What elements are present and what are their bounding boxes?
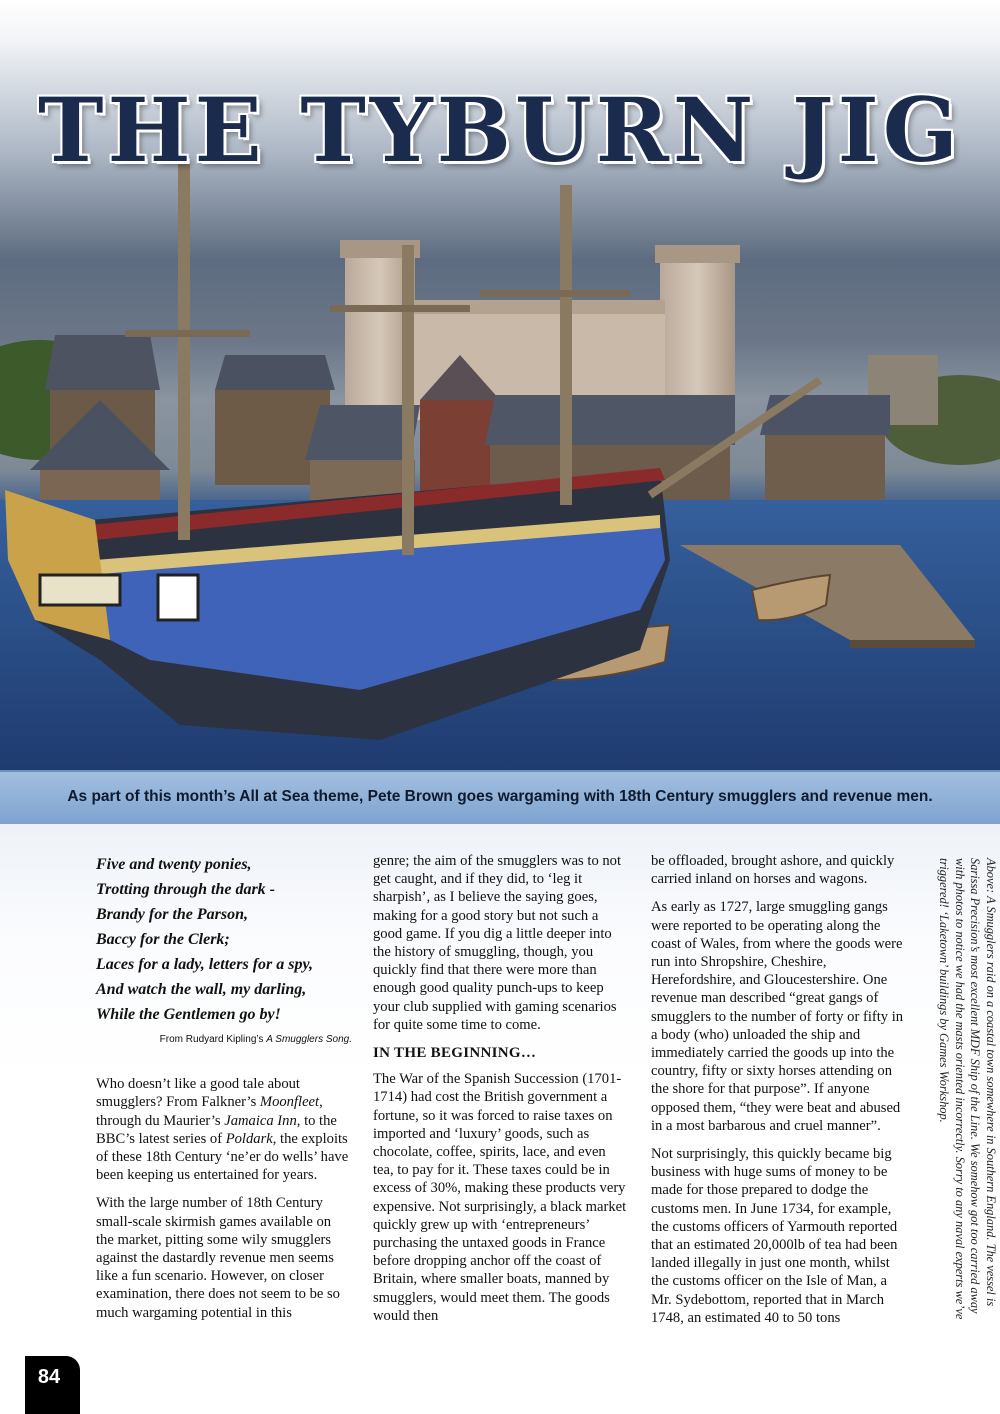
- text-run: Who doesn’t like a good tale about smugglers? From Falkner’s: [96, 1076, 300, 1111]
- paragraph: As early as 1727, large smuggling gangs were reported to be operating along the coast of Wales, from where the goods were run into Shropshire, Cheshire, Herefordshire, and Gloucestershire. One revenue man described “great gangs of smugglers to the number of forty or fifty in a body (who) unloaded the ship and immediately carried the goods up into the country, fifty or sixty horses attending on the shore for that purpose”. If anyone opposed them, “they were beat and abused in a most barbarous and cruel manner”.: [651, 899, 904, 1134]
- column-1: [96, 852, 352, 1332]
- standfirst: As part of this month’s All at Sea theme, Pete Brown goes wargaming with 18th Century smugglers and revenue men.: [67, 788, 933, 805]
- text-run: , the exploits of these 18th Century ‘ne’er do wells’ have been keeping us entertained for years.: [96, 1130, 349, 1184]
- paragraph: be offloaded, brought ashore, and quickly carried inland on horses and wagons.: [651, 853, 895, 888]
- paragraph: The War of the Spanish Succession (1701-1714) had cost the British government a fortune, so it was forced to raise taxes on imported and ‘luxury’ goods, such as chocolate, coffee, spirits, lace, and even tea, to pay for it. These taxes could be in excess of 30%, making these products very expensive. Not surprisingly, a black market quickly grew up with ‘entrepreneurs’ purchasing the untaxed goods in France before dropping anchor off the coast of Britain, where smaller boats, manned by smugglers, would meet them. The goods would then: [373, 1071, 627, 1324]
- column-2: [373, 852, 629, 1335]
- paragraph: With the large number of 18th Century small-scale skirmish games available on the market, pitting some wily smugglers against the dastardly revenue men seems like a fun scenario. However, on closer examination, there does not seem to be so much wargaming potential in this: [96, 1195, 340, 1321]
- page-number: 84: [37, 1366, 61, 1388]
- photo-caption-vertical: Above: A Smugglers raid on a coastal town somewhere in Southern England. The vessel is Sarissa Precision’s most excellent MDF Ship of the Line. We somehow got too carried away with photos to notice we had the masts oriented incorrectly. Sorry to any naval experts we’ve triggered! ‘Laketown’ buildings by Games Workshop.: [937, 858, 998, 1320]
- book-title: Moonfleet: [259, 1094, 320, 1111]
- section-heading: IN THE BEGINNING…: [373, 1045, 537, 1062]
- poem-line: Five and twenty ponies,: [96, 856, 252, 873]
- caption-band: [0, 770, 1000, 826]
- book-title: Jamaica Inn: [224, 1112, 297, 1129]
- poem-line: And watch the wall, my darling,: [96, 981, 307, 998]
- text-run: , through du Maurier’s: [96, 1094, 323, 1129]
- text-run: , to the BBC’s latest series of: [96, 1112, 337, 1147]
- page-title: THE TYBURN JIG: [38, 78, 962, 182]
- attribution-prefix: From Rudyard Kipling’s: [159, 1034, 264, 1045]
- poem-line: While the Gentlemen go by!: [96, 1006, 281, 1023]
- epigraph-poem: [96, 852, 352, 1027]
- attribution-title: A Smugglers Song.: [266, 1034, 352, 1045]
- paragraph: Not surprisingly, this quickly became big business with huge sums of money to be made for those prepared to dodge the customs men. In June 1734, for example, the customs officers of Yarmouth reported that an estimated 20,000lb of tea had been landed illegally in just one month, whilst the customs officer on the Isle of Man, a Mr. Sydebottom, reported that in March 1748, an estimated 40 to 50 tons: [651, 1146, 898, 1326]
- poem-attribution: [96, 1031, 352, 1049]
- series-title: Poldark: [225, 1130, 273, 1147]
- poem-line: Trotting through the dark -: [96, 881, 276, 898]
- paragraph: genre; the aim of the smugglers was to not get caught, and if they did, to ‘leg it sharpish’, as I believe the saying goes, making for a good story but not such a good game. If you dig a little deeper into the history of smuggling, though, you quickly find that there were more than enough good quality punch-ups to keep your club supplied with gaming scenarios for quite some time to come.: [373, 853, 622, 1033]
- page-number-tab: [25, 1356, 80, 1414]
- poem-line: Baccy for the Clerk;: [96, 931, 230, 948]
- poem-line: Brandy for the Parson,: [96, 906, 249, 923]
- poem-line: Laces for a lady, letters for a spy,: [96, 956, 313, 973]
- column-3: [651, 852, 907, 1337]
- paragraph: [96, 1075, 352, 1184]
